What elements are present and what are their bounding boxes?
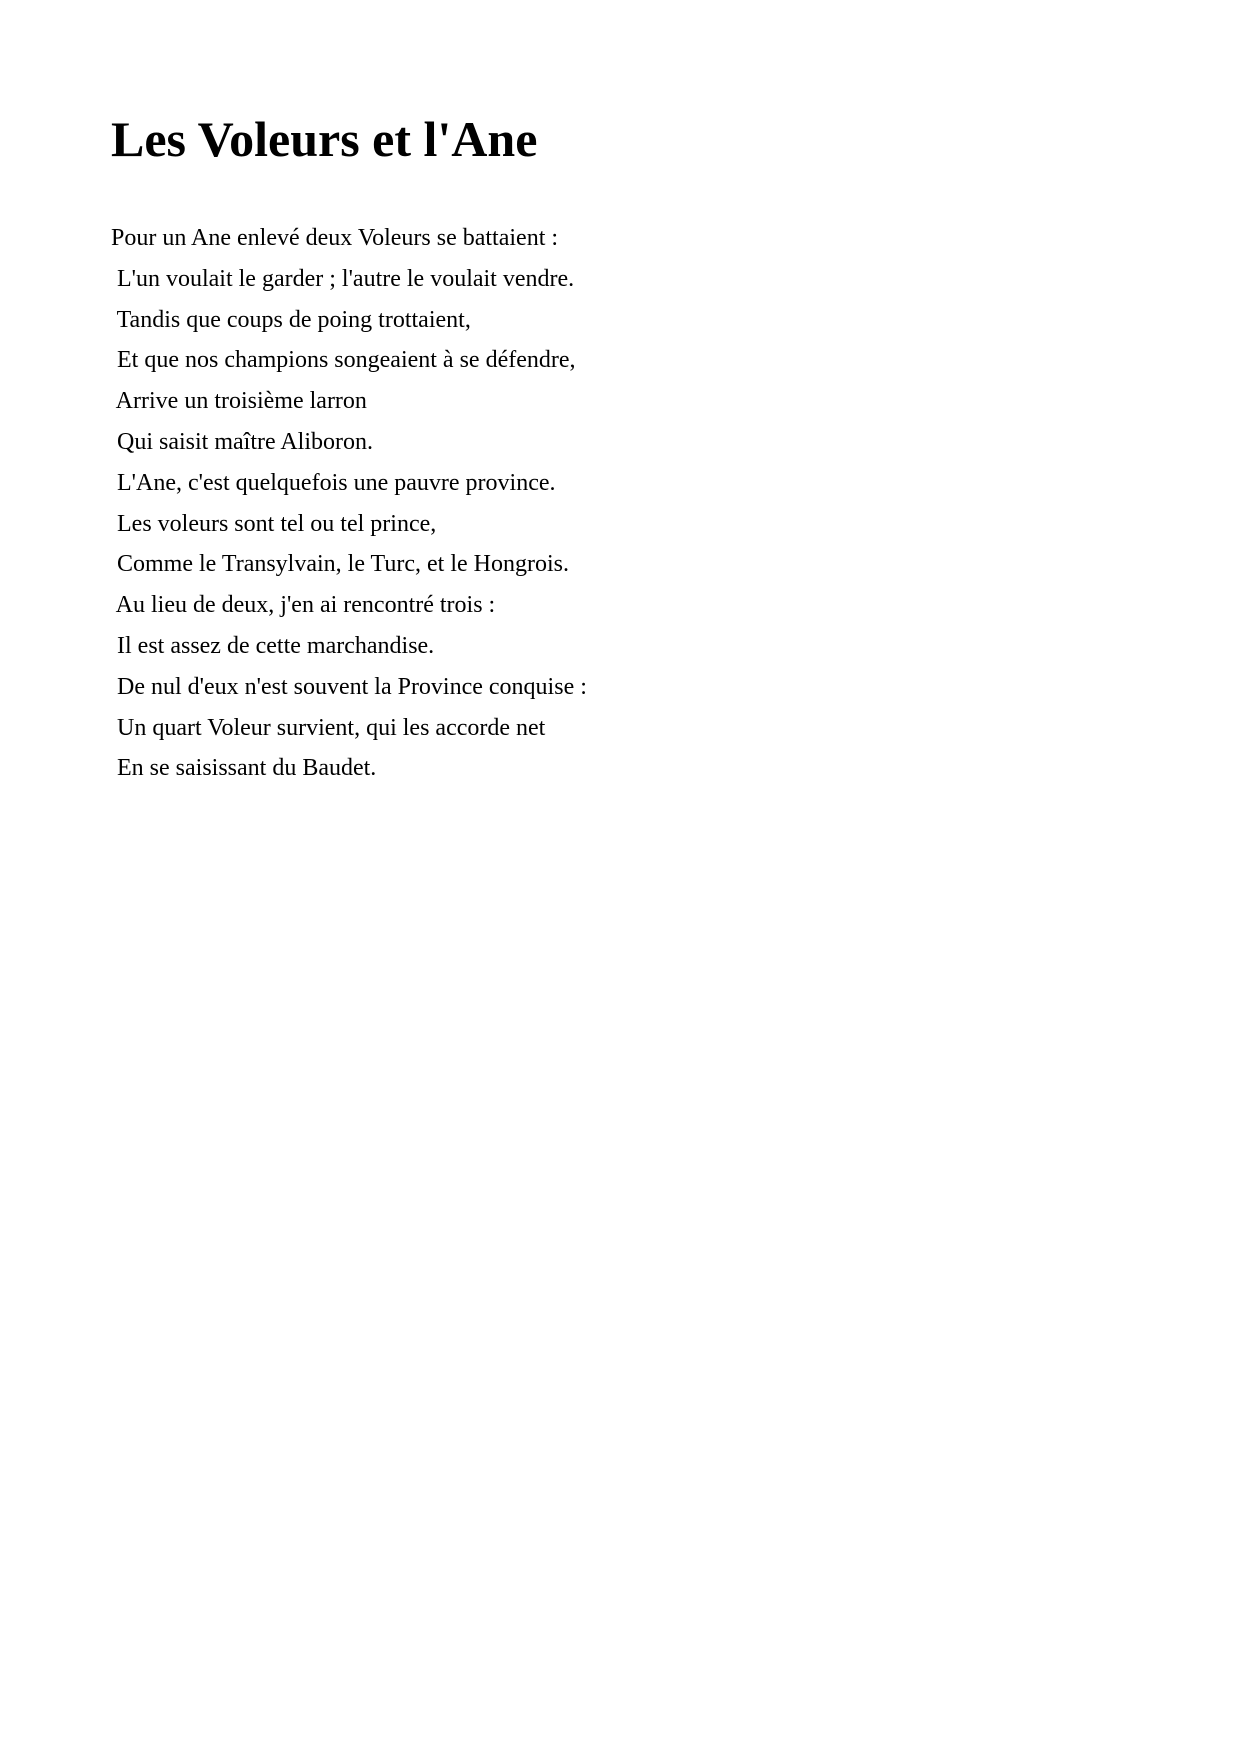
poem-verse: L'Ane, c'est quelquefois une pauvre province. bbox=[111, 469, 556, 496]
poem-verse: Pour un Ane enlevé deux Voleurs se battaient : bbox=[111, 225, 559, 251]
poem-verse: Arrive un troisième larron bbox=[111, 388, 367, 415]
poem-verse: En se saisissant du Baudet. bbox=[111, 755, 377, 782]
poem-verse: Comme le Transylvain, le Turc, et le Hongrois. bbox=[111, 551, 569, 578]
poem-verse: Un quart Voleur survient, qui les accorde net bbox=[111, 714, 546, 741]
poem-verse: De nul d'eux n'est souvent la Province conquise : bbox=[111, 673, 587, 700]
poem-verse: Et que nos champions songeaient à se défendre, bbox=[111, 347, 576, 374]
poem-title: Les Voleurs et l'Ane bbox=[111, 111, 538, 167]
poem-verse: Les voleurs sont tel ou tel prince, bbox=[111, 510, 437, 537]
poem-verse: L'un voulait le garder ; l'autre le voulait vendre. bbox=[111, 265, 575, 292]
poem-verse: Au lieu de deux, j'en ai rencontré trois : bbox=[111, 592, 496, 619]
poem-body bbox=[111, 218, 587, 789]
poem-verse: Il est assez de cette marchandise. bbox=[111, 632, 435, 659]
poem-verse: Qui saisit maître Aliboron. bbox=[111, 428, 373, 455]
poem-verse: Tandis que coups de poing trottaient, bbox=[111, 306, 471, 333]
